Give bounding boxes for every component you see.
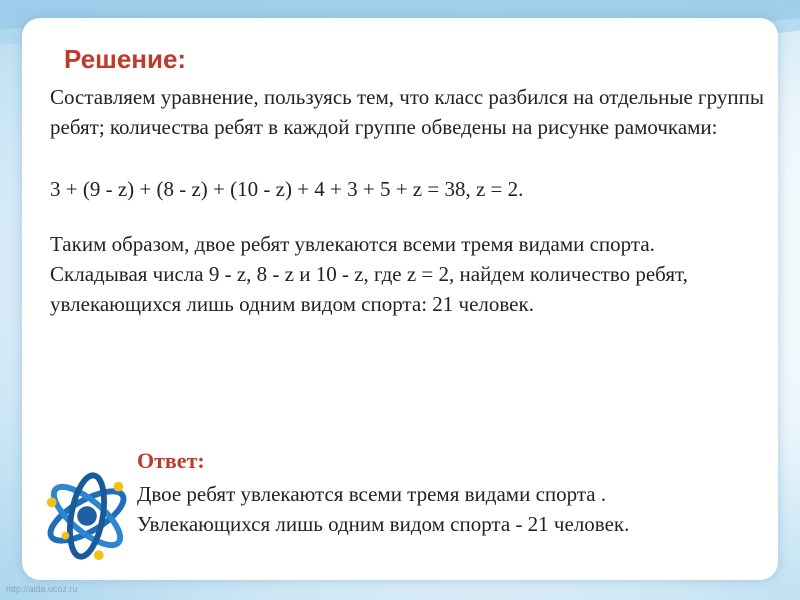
conclusion-line-2: Складывая числа 9 - z, 8 - z и 10 - z, где z = 2, найдем количество ребят, увлекающихся лишь одним видом спорта: 21 человек. [50,262,688,316]
answer-title: Ответ: [137,448,205,473]
conclusion-block [50,229,690,319]
atom-orbit-icon [38,466,136,566]
slide-title: Решение: [64,44,187,74]
answer-line-1: Двое ребят увлекаются всеми тремя видами спорта . [137,482,607,506]
answer-line-2: Увлекающихся лишь одним видом спорта - 21 человек. [137,512,630,536]
equation-line: 3 + (9 - z) + (8 - z) + (10 - z) + 4 + 3 + 5 + z = 38, z = 2. [50,177,524,201]
answer-block [137,479,777,539]
conclusion-line-1: Таким образом, двое ребят увлекаются всеми тремя видами спорта. [50,232,655,256]
intro-paragraph: Составляем уравнение, пользуясь тем, что класс разбился на отдельные группы ребят; количества ребят в каждой группе обведены на рисунке рамочками: [50,85,764,139]
footer-source: http://aida.ucoz.ru [6,584,78,594]
